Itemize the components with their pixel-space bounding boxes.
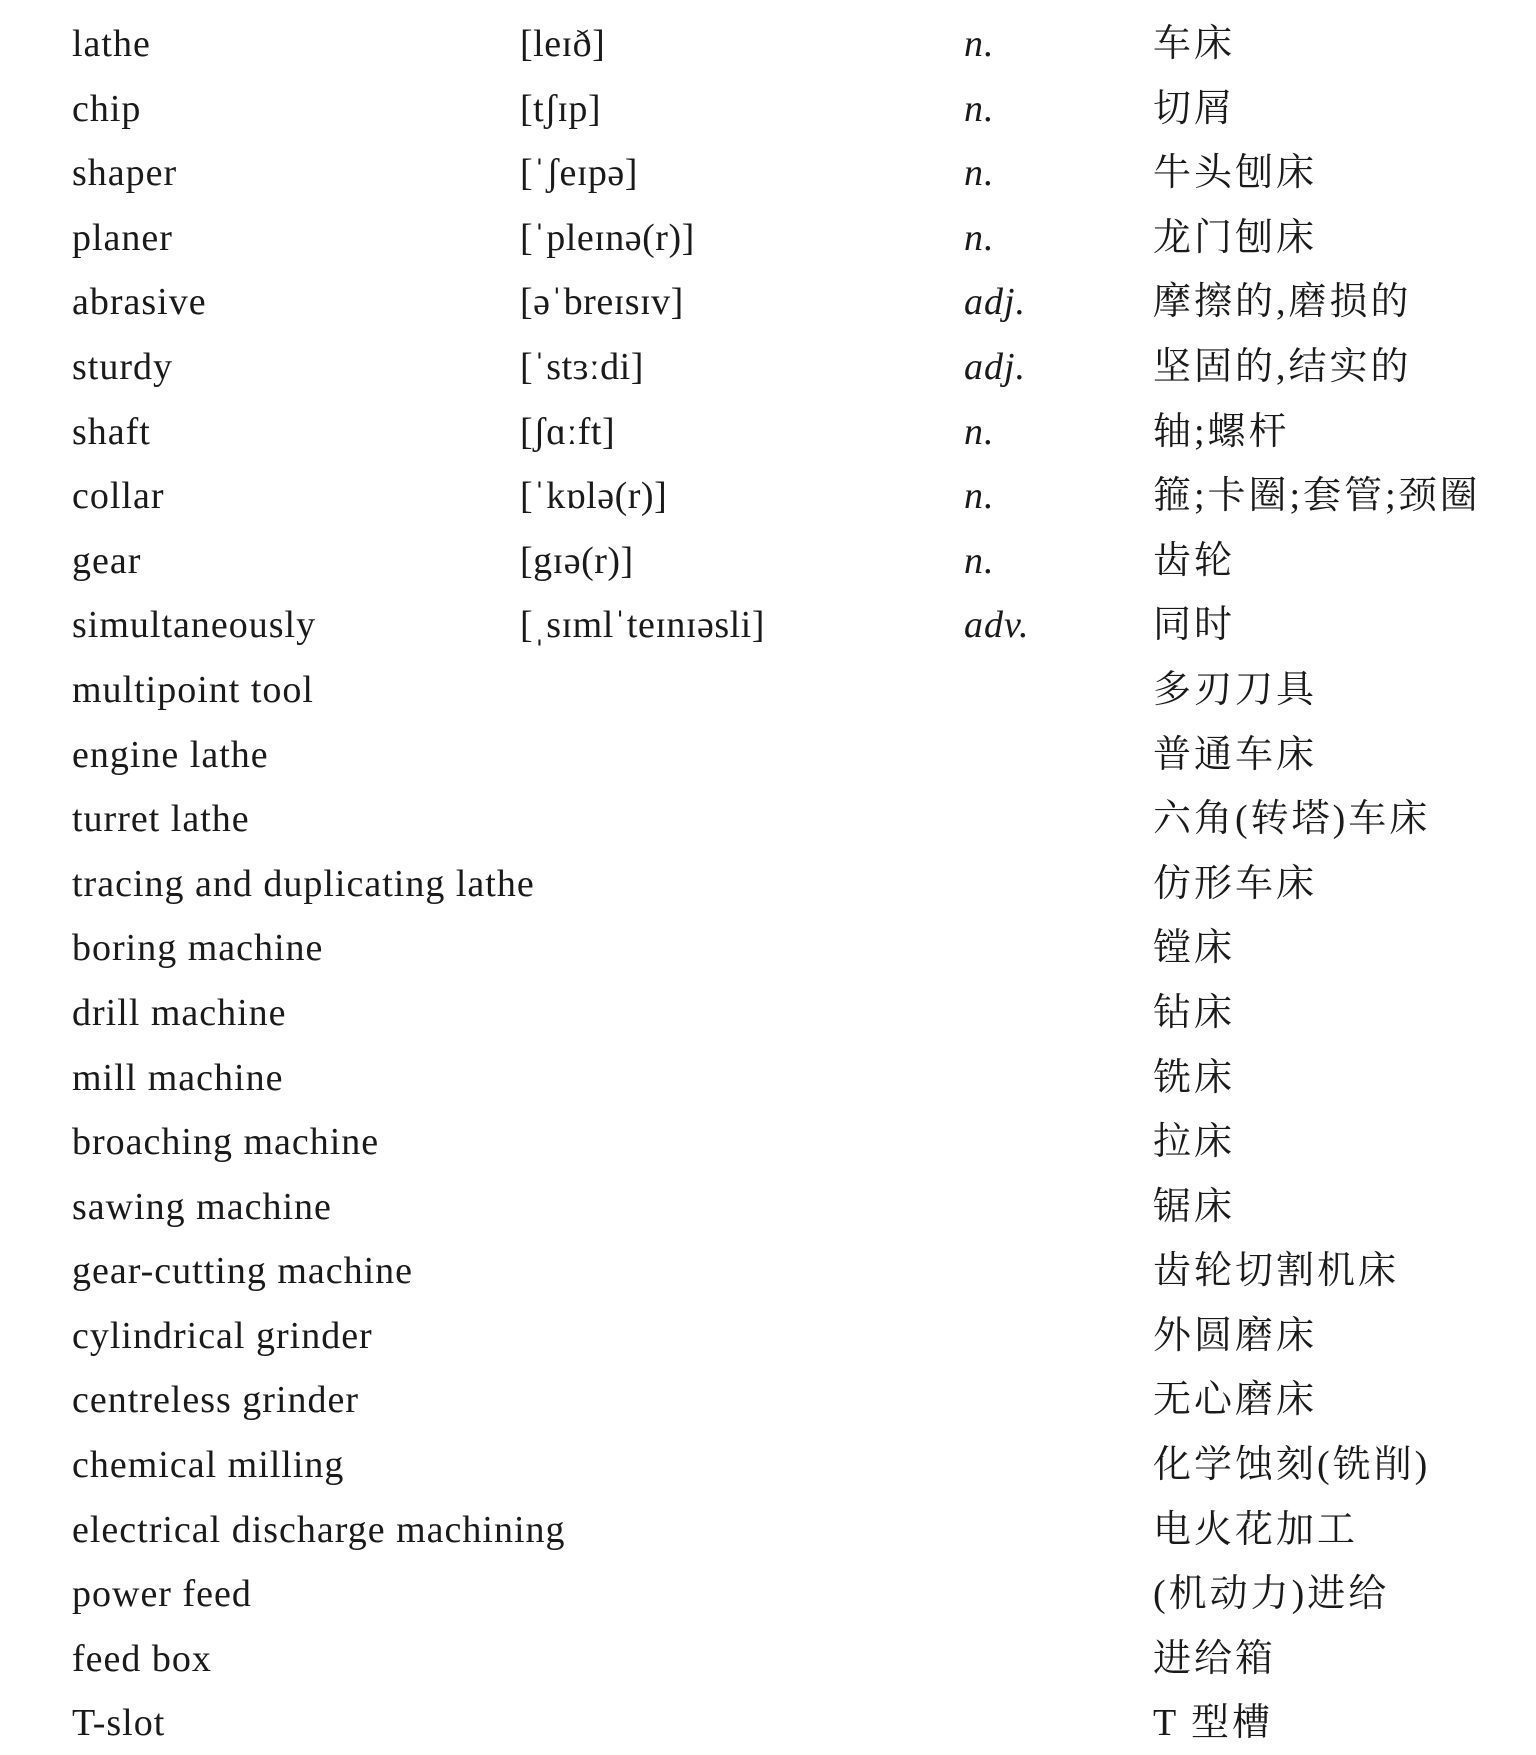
vocab-word: gear (72, 539, 142, 582)
vocab-word: tracing and duplicating lathe (72, 862, 535, 905)
vocab-row (72, 1504, 1512, 1569)
vocab-meaning: 多刃刀具 (1153, 668, 1318, 711)
vocab-meaning: 牛头刨床 (1153, 152, 1318, 195)
vocab-meaning: 外圆磨床 (1153, 1314, 1318, 1357)
vocab-meaning: 拉床 (1153, 1121, 1236, 1164)
vocab-part-of-speech: adv. (964, 604, 1030, 647)
vocab-row (72, 1697, 1512, 1755)
vocab-meaning: 六角(转塔)车床 (1153, 798, 1431, 841)
vocab-row (72, 922, 1512, 987)
vocab-meaning: 龙门刨床 (1153, 216, 1318, 259)
vocab-meaning: 齿轮切割机床 (1153, 1250, 1400, 1293)
vocab-word: centreless grinder (72, 1379, 360, 1422)
vocab-word: abrasive (72, 281, 207, 324)
vocab-row (72, 83, 1512, 148)
vocab-word: collar (72, 475, 165, 518)
vocab-word: drill machine (72, 991, 287, 1034)
vocab-row (72, 341, 1512, 406)
vocab-word: chip (72, 87, 142, 130)
vocabulary-list (72, 18, 1512, 1755)
vocab-meaning: T 型槽 (1153, 1702, 1274, 1745)
vocab-word: lathe (72, 23, 151, 65)
vocab-meaning: 箍;卡圈;套管;颈圈 (1153, 475, 1481, 518)
vocab-meaning: 无心磨床 (1153, 1379, 1318, 1422)
vocab-row (72, 1374, 1512, 1439)
vocab-phonetic: [leɪð] (520, 23, 606, 65)
vocab-row (72, 1245, 1512, 1310)
vocab-row (72, 599, 1512, 664)
vocab-meaning: 轴;螺杆 (1153, 410, 1290, 453)
vocab-part-of-speech: n. (964, 23, 995, 65)
vocab-part-of-speech: adj. (964, 345, 1027, 388)
vocab-part-of-speech: n. (964, 539, 995, 582)
vocab-row (72, 793, 1512, 858)
vocab-word: planer (72, 216, 173, 259)
vocab-meaning: 电火花加工 (1153, 1508, 1359, 1551)
vocab-row (72, 1181, 1512, 1246)
vocab-row (72, 1439, 1512, 1504)
vocab-part-of-speech: adj. (964, 281, 1027, 324)
vocab-row (72, 1568, 1512, 1633)
vocab-meaning: 钻床 (1153, 991, 1236, 1034)
vocab-word: cylindrical grinder (72, 1314, 373, 1357)
vocab-part-of-speech: n. (964, 216, 995, 259)
vocab-row (72, 18, 1512, 83)
vocab-word: feed box (72, 1637, 212, 1680)
vocab-phonetic: [ʃɑːft] (520, 410, 616, 453)
vocab-meaning: 坚固的,结实的 (1153, 345, 1412, 388)
vocab-phonetic: [gɪə(r)] (520, 539, 634, 582)
vocab-word: simultaneously (72, 604, 317, 647)
vocab-row (72, 1052, 1512, 1117)
vocab-word: shaper (72, 152, 178, 195)
vocab-meaning: 切屑 (1153, 87, 1236, 130)
vocab-row (72, 729, 1512, 794)
vocab-word: sturdy (72, 345, 173, 388)
vocab-word: power feed (72, 1573, 252, 1616)
vocab-phonetic: [tʃɪp] (520, 87, 602, 130)
vocab-meaning: 化学蚀刻(铣削) (1153, 1444, 1431, 1487)
vocab-phonetic: [ˈkɒlə(r)] (520, 475, 668, 518)
vocab-word: sawing machine (72, 1185, 332, 1228)
vocab-part-of-speech: n. (964, 475, 995, 518)
vocab-part-of-speech: n. (964, 87, 995, 130)
vocab-meaning: 进给箱 (1153, 1637, 1277, 1680)
vocab-row (72, 1633, 1512, 1698)
vocab-row (72, 664, 1512, 729)
vocab-phonetic: [ˈstɜːdi] (520, 345, 644, 388)
vocab-word: electrical discharge machining (72, 1508, 566, 1551)
vocab-row (72, 406, 1512, 471)
vocab-meaning: 同时 (1153, 604, 1236, 647)
vocab-meaning: 车床 (1153, 23, 1236, 65)
vocab-phonetic: [ˌsɪmlˈteɪnɪəsli] (520, 604, 765, 647)
vocab-meaning: (机动力)进给 (1153, 1573, 1390, 1616)
vocab-meaning: 铣床 (1153, 1056, 1236, 1099)
vocab-row (72, 987, 1512, 1052)
vocab-part-of-speech: n. (964, 152, 995, 195)
vocab-word: chemical milling (72, 1444, 345, 1487)
vocab-row (72, 1116, 1512, 1181)
vocab-word: engine lathe (72, 733, 269, 776)
vocab-word: turret lathe (72, 798, 250, 841)
vocab-meaning: 仿形车床 (1153, 862, 1318, 905)
vocab-word: mill machine (72, 1056, 284, 1099)
vocab-meaning: 齿轮 (1153, 539, 1236, 582)
vocab-phonetic: [ˈpleɪnə(r)] (520, 216, 695, 259)
vocab-word: gear-cutting machine (72, 1250, 414, 1293)
vocab-meaning: 摩擦的,磨损的 (1153, 281, 1412, 324)
vocab-meaning: 普通车床 (1153, 733, 1318, 776)
vocab-word: boring machine (72, 927, 324, 970)
vocab-word: broaching machine (72, 1121, 380, 1164)
vocab-word: T-slot (72, 1702, 166, 1745)
vocab-meaning: 镗床 (1153, 927, 1236, 970)
vocab-row (72, 212, 1512, 277)
vocab-row (72, 147, 1512, 212)
vocab-row (72, 858, 1512, 923)
vocab-phonetic: [ˈʃeɪpə] (520, 152, 638, 195)
vocab-row (72, 535, 1512, 600)
vocab-phonetic: [əˈbreɪsɪv] (520, 281, 684, 324)
vocab-row (72, 276, 1512, 341)
vocab-word: multipoint tool (72, 668, 314, 711)
vocab-part-of-speech: n. (964, 410, 995, 453)
vocab-row (72, 470, 1512, 535)
vocab-word: shaft (72, 410, 151, 453)
vocab-meaning: 锯床 (1153, 1185, 1236, 1228)
vocab-row (72, 1310, 1512, 1375)
